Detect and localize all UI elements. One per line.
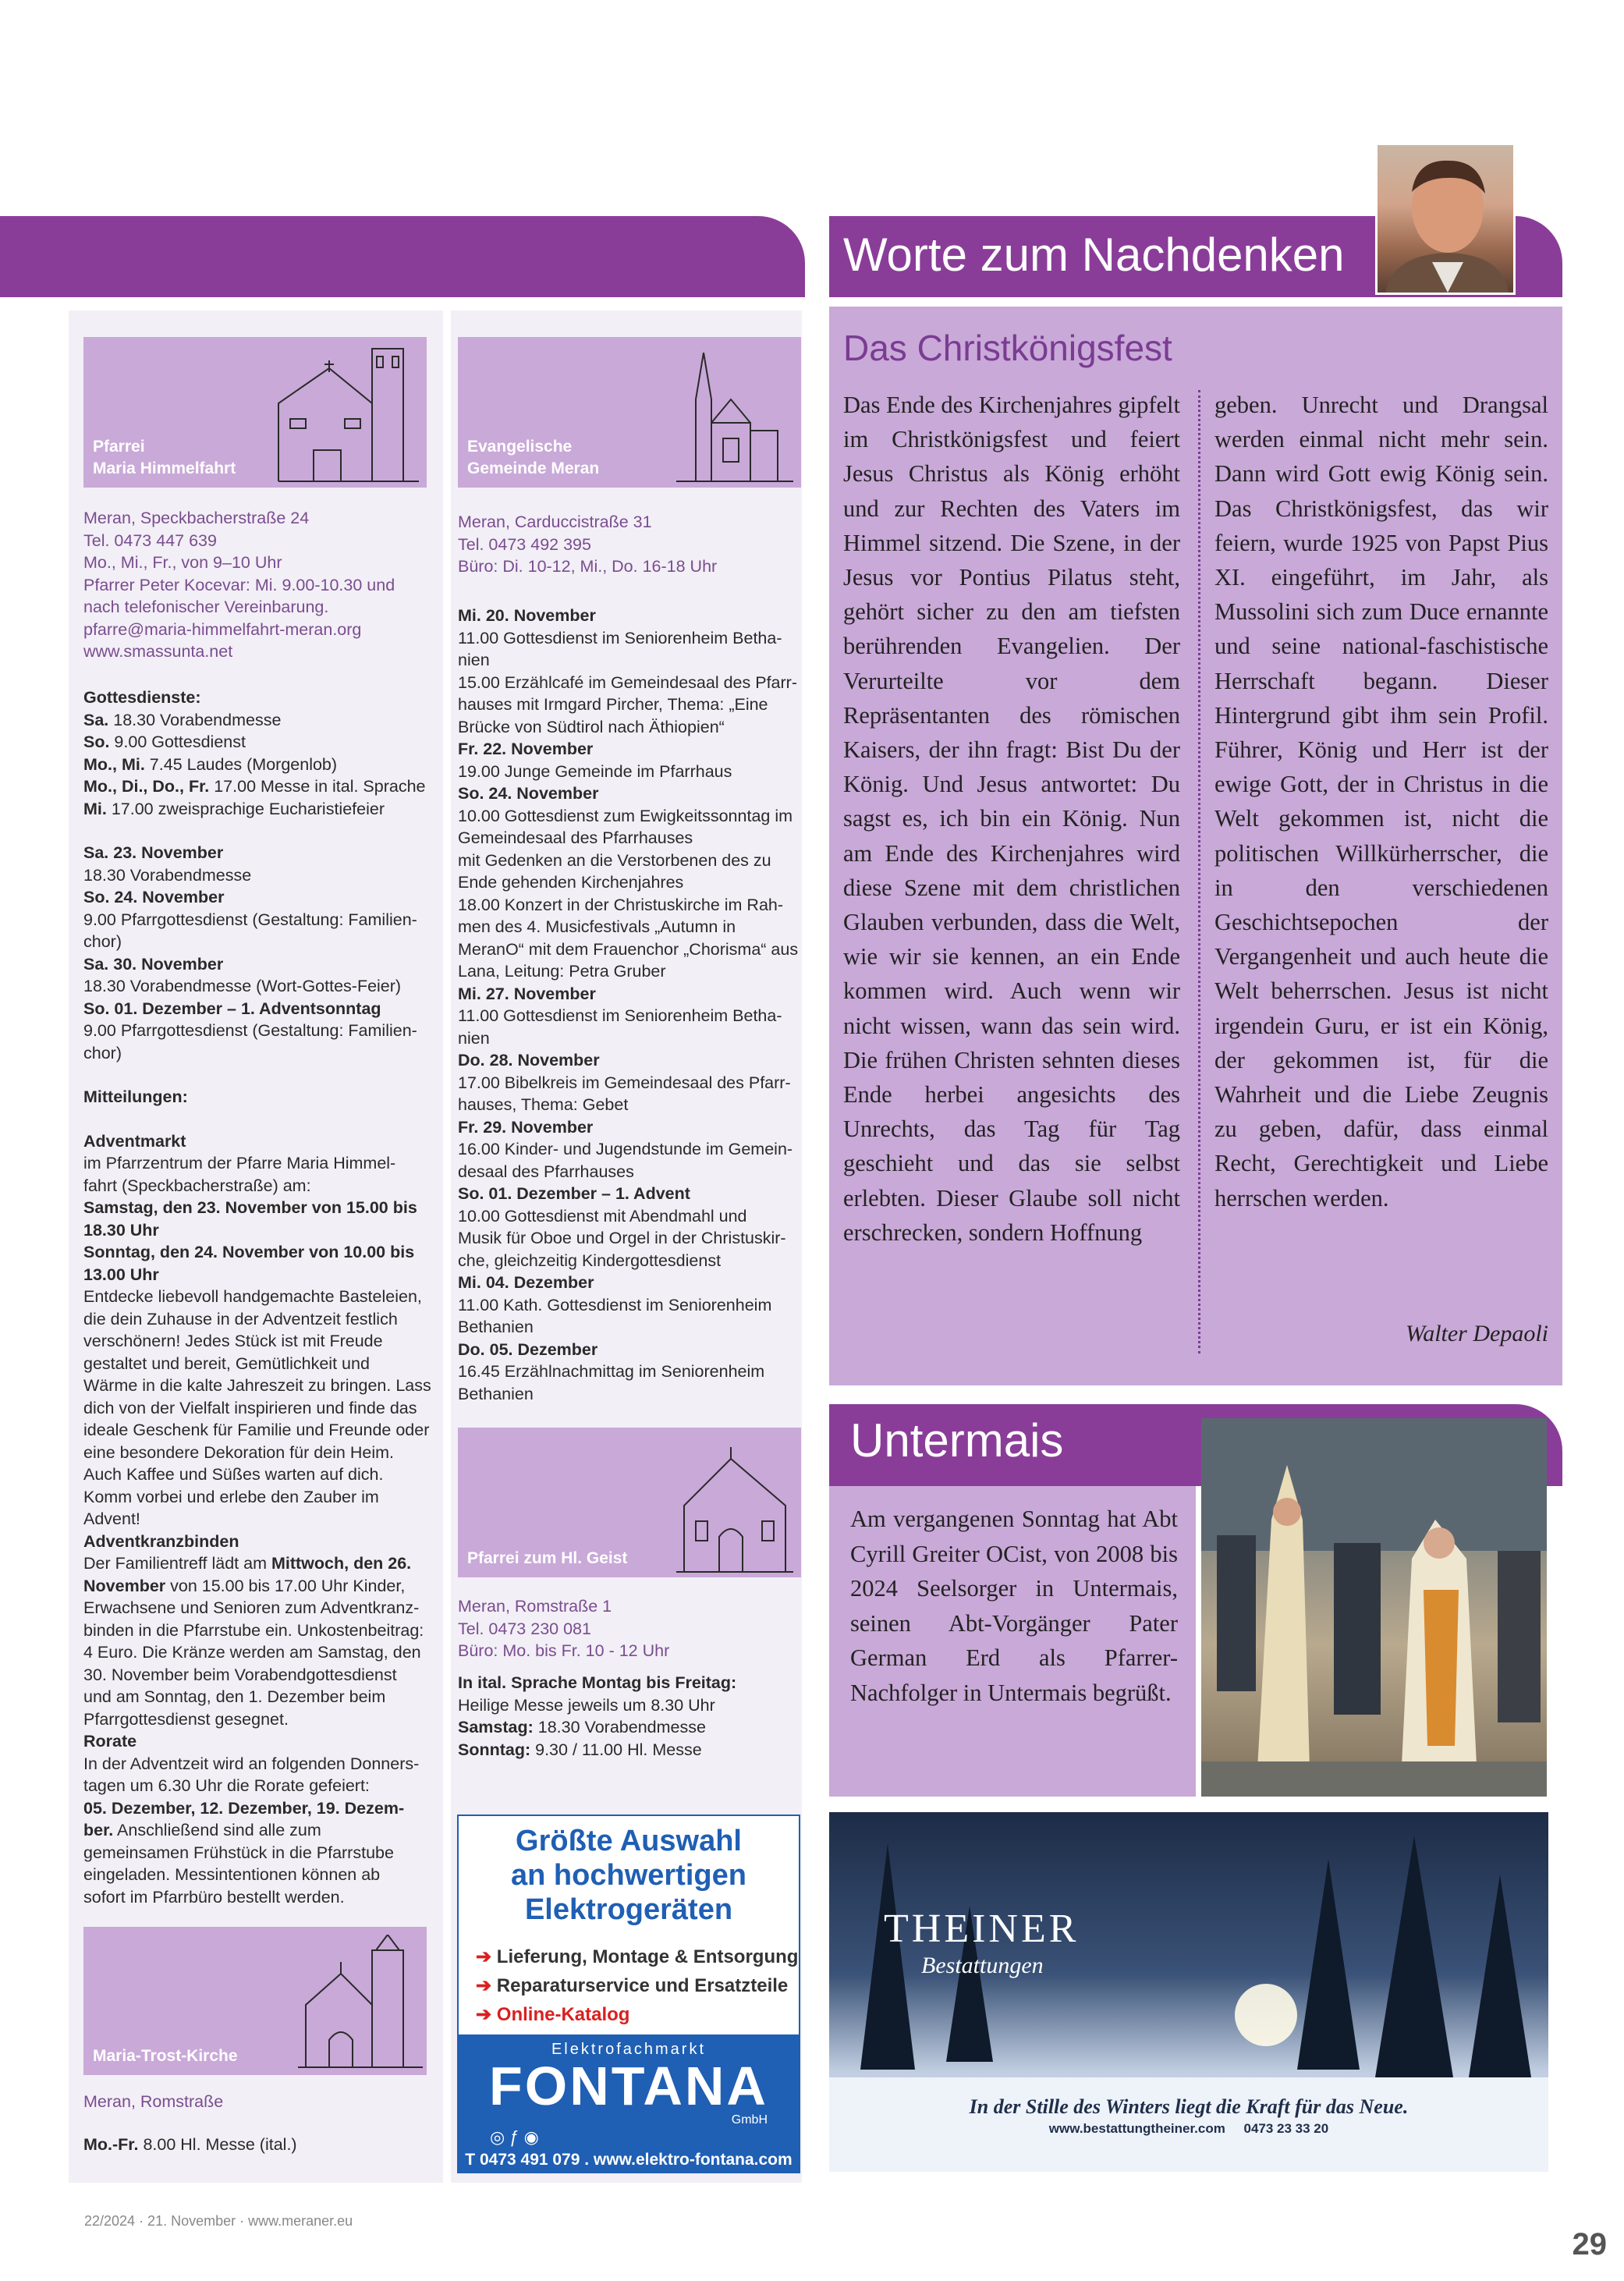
schedule-line: So. 24. November — [458, 784, 599, 803]
notice-line: Pfarrgottesdienst gesegnet. — [83, 1709, 289, 1729]
article-column-2: geben. Unrecht und Drangsal werden einmal nicht mehr sein. Dann wird Gott ewig König sein. Das Christkönigsfest, das wir feiern, wurde 1925 von Papst Pius XI. eingeführt, im Jahr, als Mussolini sich zum Duce ernannte und seine national-faschistische Herrschaft begann. Dieser Hintergrund gibt ihm sein Profil. Führer, König und Herr ist der ewige Gott, der in Christus in die Welt gekommen ist, nicht die politischen Willkürherrscher, die in den verschiedenen Geschichtsepochen der Vergangenheit und auch heute die Welt beherrschen. Jesus ist nicht irgendein Guru, er ist ein König, der gekommen ist, für die Wahrheit und die Liebe Zeugnis zu geben, dafür, dass einmal Recht, Gerechtigkeit und Liebe herrschen werden. — [1214, 392, 1548, 1211]
notice-line: sofort im Pfarrbüro bestellt werden. — [83, 1887, 345, 1907]
schedule-line: hauses, Thema: Gebet — [458, 1095, 629, 1114]
schedule-line: MeranO“ mit dem Frauenchor „Chorisma“ aus — [458, 939, 799, 959]
schedule-line: mit Gedenken an die Verstorbenen des zu — [458, 850, 771, 870]
notice-line: eine besondere Dekoration für dein Heim. — [83, 1442, 394, 1462]
schedule-line: Mi. 20. November — [458, 606, 596, 625]
section-title: Worte zum Nachdenken — [843, 229, 1345, 281]
parish2-header: Evangelische Gemeinde Meran — [458, 337, 801, 488]
notice-line: fahrt (Speckbacherstraße) am: — [83, 1176, 311, 1195]
date-line: So. 24. November — [83, 888, 225, 906]
notice-line: ber. Anschließend sind alle zum — [83, 1821, 321, 1839]
schedule-line: Mi. 27. November — [458, 984, 596, 1003]
ad-headline: Größte Auswahl an hochwertigen Elektrogeräten — [511, 1825, 746, 1926]
parish3-header: Pfarrei zum Hl. Geist — [458, 1428, 801, 1577]
info-line: Büro: Mo. bis Fr. 10 - 12 Uhr — [458, 1641, 670, 1660]
theiner-sub: Bestattungen — [921, 1953, 1044, 1978]
church-icon — [676, 353, 793, 485]
schedule-line: Heilige Messe jeweils um 8.30 Uhr — [458, 1695, 715, 1715]
service-line: So. 9.00 Gottesdienst — [83, 733, 246, 751]
info-line: Meran, Speckbacherstraße 24 — [83, 509, 310, 527]
info-line: Meran, Carduccistraße 31 — [458, 513, 652, 531]
ad-logo-block: Elektrofachmarkt FONTANA GmbH ◎ ƒ ◉ T 0473 491 079 . www.elektro-fontana.com — [459, 2034, 799, 2172]
date-line: chor) — [83, 932, 122, 951]
schedule-line: nien — [458, 1028, 490, 1048]
article-author: Walter Depaoli — [1405, 1321, 1548, 1346]
footer-issue: 22/2024 · 21. November · www.meraner.eu — [84, 2213, 353, 2229]
schedule-line: 19.00 Junge Gemeinde im Pfarrhaus — [458, 761, 732, 781]
parish1-info — [83, 507, 434, 663]
schedule-line: hauses mit Irmgard Pircher, Thema: „Eine — [458, 695, 768, 714]
notice-line: eingeladen. Messintentionen können ab — [83, 1865, 381, 1884]
notice-line: binden in die Pfarrstube ein. Unkostenbeitrag: — [83, 1620, 424, 1640]
info-line: Tel. 0473 447 639 — [83, 530, 217, 550]
notice-line: 30. November beim Vorabendgottesdienst — [83, 1665, 397, 1684]
service-line: Mo., Mi. 7.45 Laudes (Morgenlob) — [83, 754, 338, 774]
ad-brand: FONTANA — [489, 2056, 768, 2116]
schedule-line: Samstag: 18.30 Vorabendmesse — [458, 1718, 706, 1736]
notice-line: 05. Dezember, 12. Dezember, 19. Dezem- — [83, 1798, 405, 1818]
notice-line: ideale Geschenk für Familie und Freunde oder — [83, 1421, 430, 1439]
service-line: Mi. 17.00 zweisprachige Eucharistiefeier — [83, 799, 385, 818]
date-line: 18.30 Vorabendmesse (Wort-Gottes-Feier) — [83, 977, 402, 995]
service-line: Mo., Di., Do., Fr. 17.00 Messe in ital. Sprache — [83, 777, 426, 796]
parish2-info — [458, 511, 793, 578]
notice-line: im Pfarrzentrum der Pfarre Maria Himmel- — [83, 1154, 396, 1172]
schedule-line: Gemeindesaal des Pfarrhauses — [458, 828, 693, 847]
notice-line: die dein Zuhause in der Adventzeit festlich — [83, 1309, 398, 1329]
notice-line: und am Sonntag, den 1. Dezember beim — [83, 1687, 386, 1706]
notice-line: Entdecke liebevoll handgemachte Basteleien, — [83, 1287, 422, 1306]
parish1-services: Gottesdienste: Sa. 18.30 Vorabendmesse So. 9.00 Gottesdienst Mo., Mi. 7.45 Laudes (Morgenlob) Mo., Di., Do., Fr. 17.00 Messe in ital. Sprache Mi. 17.00 zweisprachige Eucharistiefeier Sa. 23. November 18.30 Vorabendmesse So. 24. November 9.00 Pfarrgottesdienst (Gestaltung: Familien- chor) Sa. 30. November 18.30 Vorabendmesse (Wort-Gottes-Feier) So. 01. Dezember – 1. Adventsonntag 9.00 Pfarrgottesdienst (Gestaltung: Familien- chor) Mitteilungen: Adventmarkt im Pfarrzentrum der Pfarre Maria Himmel- fahrt (Speckbacherstraße) am: Samstag, den 23. November von 15.00 bis 18.30 Uhr Sonntag, den 24. November von 10.00 bis 13.00 Uhr Entdecke liebevoll handgemachte Basteleien, die dein Zuhause in der Adventzeit festlich verschönern! Jedes Stück ist mit Freude gestaltet und bereit, Gemütlichkeit und Wärme in die kalte Jahreszeit zu bringen. Lass dich von der Vielfalt inspirieren und finde das ideale Geschenk für Familie und Freunde oder eine besondere Dekoration für dein Heim. Auch Kaffee und Süßes warten auf dich. Komm vorbei und erlebe den Zauber im Advent! Adventkranzbinden Der Familientreff lädt am Mittwoch, den 26. November von 15.00 bis 17.00 Uhr Kinder, Erwachsene und Senioren zum Adventkranz- binden in die Pfarrstube ein. Unkostenbeitrag: 4 Euro. Die Kränze werden am Samstag, den 30. November beim Vorabendgottesdienst und am Sonntag, den 1. Dezember beim Pfarrgottesdienst gesegnet. Rorate In der Adventzeit wird an folgenden Donners- tagen um 6.30 Uhr die Rorate gefeiert: 05. Dezember, 12. Dezember, 19. Dezem- ber. Anschließend sind alle zum gemeinsamen Frühstück in die Pfarrstube eingeladen. Messintentionen können ab sofort im Pfarrbüro bestellt werden. — [83, 686, 434, 1908]
notice-line: Auch Kaffee und Süßes warten auf dich. — [83, 1465, 384, 1484]
untermais-title: Untermais — [850, 1414, 1064, 1467]
date-line: Sa. 30. November — [83, 954, 224, 974]
schedule-line: men des 4. Musicfestivals „Autumn in — [458, 917, 736, 936]
notice-line: In der Adventzeit wird an folgenden Donners- — [83, 1754, 420, 1773]
notice-line: Samstag, den 23. November von 15.00 bis — [83, 1198, 417, 1217]
parish1-header: Pfarrei Maria Himmelfahrt — [83, 337, 427, 488]
info-line: Meran, Romstraße 1 — [458, 1597, 612, 1616]
parish4-info: Meran, Romstraße — [83, 2092, 224, 2111]
schedule-line: Do. 28. November — [458, 1051, 600, 1070]
info-line: Büro: Di. 10-12, Mi., Do. 16-18 Uhr — [458, 557, 718, 576]
ad-contact: T 0473 491 079 . www.elektro-fontana.com — [465, 2151, 792, 2169]
parish4-header: Maria-Trost-Kirche — [83, 1927, 427, 2075]
notice-line: Wärme in die kalte Jahreszeit zu bringen. Lass — [83, 1376, 431, 1395]
info-line: Tel. 0473 492 395 — [458, 534, 591, 554]
parish3-info — [458, 1595, 793, 1662]
schedule-line: 15.00 Erzählcafé im Gemeindesaal des Pfarr- — [458, 672, 797, 692]
service-line: Sa. 18.30 Vorabendmesse — [83, 710, 282, 729]
info-line: nach telefonischer Vereinbarung. — [83, 598, 329, 616]
notice-line: Komm vorbei und erlebe den Zauber im — [83, 1487, 379, 1506]
schedule-line: Musik für Oboe und Orgel in der Christuskir- — [458, 1229, 786, 1247]
schedule-line: Ende gehenden Kirchenjahres — [458, 873, 684, 892]
schedule-line: 18.00 Konzert in der Christuskirche im Rah- — [458, 895, 784, 914]
church-icon — [271, 341, 424, 486]
schedule-line: 11.00 Kath. Gottesdienst im Seniorenheim — [458, 1295, 772, 1314]
schedule-line: desaal des Pfarrhauses — [458, 1162, 634, 1181]
notice-line: 18.30 Uhr — [83, 1220, 159, 1240]
schedule-line: So. 01. Dezember – 1. Advent — [458, 1184, 690, 1203]
notice-line: 13.00 Uhr — [83, 1265, 159, 1284]
schedule-line: Lana, Leitung: Petra Gruber — [458, 962, 666, 981]
notice-line: Rorate — [83, 1732, 137, 1751]
info-line: www.smassunta.net — [83, 642, 233, 661]
schedule-line: In ital. Sprache Montag bis Freitag: — [458, 1673, 737, 1692]
schedule-line: Brücke von Südtirol nach Äthiopien“ — [458, 717, 725, 736]
theiner-ad[interactable] — [829, 1812, 1548, 2172]
info-line: Tel. 0473 230 081 — [458, 1619, 591, 1638]
date-line: 9.00 Pfarrgottesdienst (Gestaltung: Familien- — [83, 1021, 417, 1040]
info-line: Mo., Mi., Fr., von 9–10 Uhr — [83, 553, 282, 572]
page-number: 29 — [1572, 2227, 1607, 2261]
info-line: Pfarrer Peter Kocevar: Mi. 9.00-10.30 und — [83, 575, 395, 594]
date-line: Sa. 23. November — [83, 843, 224, 862]
notice-line: Adventmarkt — [83, 1131, 186, 1151]
schedule-line: 16.00 Kinder- und Jugendstunde im Gemein- — [458, 1140, 793, 1158]
notice-line: Erwachsene und Senioren zum Adventkranz- — [83, 1598, 420, 1617]
parish2-schedule — [458, 605, 801, 1405]
church-icon — [298, 1935, 423, 2071]
notice-line: Sonntag, den 24. November von 10.00 bis — [83, 1243, 415, 1261]
article-title: Das Christkönigsfest — [843, 328, 1172, 368]
social-icons[interactable]: ◎ ƒ ◉ — [490, 2127, 539, 2147]
article-column-1: Das Ende des Kirchenjahres gipfelt im Christkönigsfest und feiert Jesus Christus als König erhöht und zur Rechten des Vaters im Himmel sitzend. Die Szene, in der Jesus vor Pontius Pilatus steht, gehört sicher zu den am tiefsten berührenden Evangelien. Der Verurteilte vor dem Repräsentanten des römischen Kaisers, der ihn fragt: Bist Du der König. Und Jesus antwortet: Du sagst es, ich bin ein König. Nun am Ende des Kirchenjahres wird diese Szene mit dem christlichen Glauben verbunden, dass die Welt, wie wir sie kennen, an ein Ende kommen wird. Auch wenn wir nicht wissen, wann das sein wird. Die frühen Christen sehnten dieses Ende herbei angesichts des Unrechts, das Tag für Tag geschieht und das sie selbst erlebten. Dieser Glaube soll nicht erschrecken, sondern Hoffnung — [843, 392, 1180, 1246]
fontana-ad[interactable] — [457, 1815, 800, 2173]
notice-line: Advent! — [83, 1509, 140, 1528]
notice-line: Der Familientreff lädt am Mittwoch, den 26. — [83, 1554, 412, 1573]
notice-line: November von 15.00 bis 17.00 Uhr Kinder, — [83, 1576, 406, 1595]
date-line: 9.00 Pfarrgottesdienst (Gestaltung: Familien- — [83, 910, 417, 929]
schedule-line: Mi. 04. Dezember — [458, 1273, 594, 1292]
schedule-line: Do. 05. Dezember — [458, 1339, 598, 1359]
author-portrait — [1375, 143, 1516, 295]
ad-bullets: ➔ Lieferung, Montage & Entsorgung ➔ Reparaturservice und Ersatzteile ➔ Online-Katalog — [476, 1946, 799, 2025]
notice-line: 4 Euro. Die Kränze werden am Samstag, den — [83, 1643, 421, 1662]
schedule-line: 11.00 Gottesdienst im Seniorenheim Betha- — [458, 628, 782, 647]
untermais-text: Am vergangenen Sonntag hat Abt Cyrill Greiter OCist, von 2008 bis 2024 Seelsorger in Untermais, seinen Abt-Vorgänger Pater German Erd als Pfarrer-Nachfolger in Untermais begrüßt. — [850, 1506, 1178, 1706]
parish3-schedule — [458, 1672, 801, 1761]
schedule-line: Sonntag: 9.30 / 11.00 Hl. Messe — [458, 1740, 702, 1759]
schedule-line: 10.00 Gottesdienst zum Ewigkeitssonntag im — [458, 806, 793, 825]
schedule-line: 10.00 Gottesdienst mit Abendmahl und — [458, 1206, 747, 1226]
schedule-line: 16.45 Erzählnachmittag im Seniorenheim — [458, 1362, 765, 1381]
left-header-band — [0, 216, 805, 297]
info-line: pfarre@maria-himmelfahrt-meran.org — [83, 619, 362, 639]
schedule-line: che, gleichzeitig Kindergottesdienst — [458, 1250, 722, 1270]
schedule-line: Fr. 22. November — [458, 740, 594, 758]
theiner-slogan-bar: In der Stille des Winters liegt die Kraft für das Neue. www.bestattungtheiner.com 0473 23 33 20 — [969, 2095, 1409, 2136]
theiner-brand: THEINER — [884, 1907, 1080, 1951]
schedule-line: 11.00 Gottesdienst im Seniorenheim Betha- — [458, 1006, 782, 1025]
notice-line: gestaltet und bereit, Gemütlichkeit und — [83, 1353, 370, 1373]
date-line: chor) — [83, 1043, 122, 1062]
schedule-line: nien — [458, 651, 490, 669]
notice-line: Adventkranzbinden — [83, 1531, 239, 1551]
date-line: 18.30 Vorabendmesse — [83, 865, 252, 885]
schedule-line: Bethanien — [458, 1384, 534, 1403]
schedule-line: 17.00 Bibelkreis im Gemeindesaal des Pfarr- — [458, 1073, 791, 1092]
notice-line: gemeinsamen Frühstück in die Pfarrstube — [83, 1843, 394, 1862]
notice-line: tagen um 6.30 Uhr die Rorate gefeiert: — [83, 1776, 370, 1795]
schedule-line: Fr. 29. November — [458, 1117, 594, 1137]
notice-line: verschönern! Jedes Stück ist mit Freude — [83, 1332, 383, 1350]
date-line: So. 01. Dezember – 1. Adventsonntag — [83, 999, 381, 1018]
schedule-line: Bethanien — [458, 1318, 534, 1336]
notice-line: dich von der Vielfalt inspirieren und finde das — [83, 1398, 417, 1417]
parish4-mass: Mo.-Fr. 8.00 Hl. Messe (ital.) — [83, 2135, 297, 2154]
church-icon — [676, 1443, 793, 1576]
untermais-photo — [1201, 1418, 1547, 1797]
column-separator — [1198, 390, 1200, 1353]
